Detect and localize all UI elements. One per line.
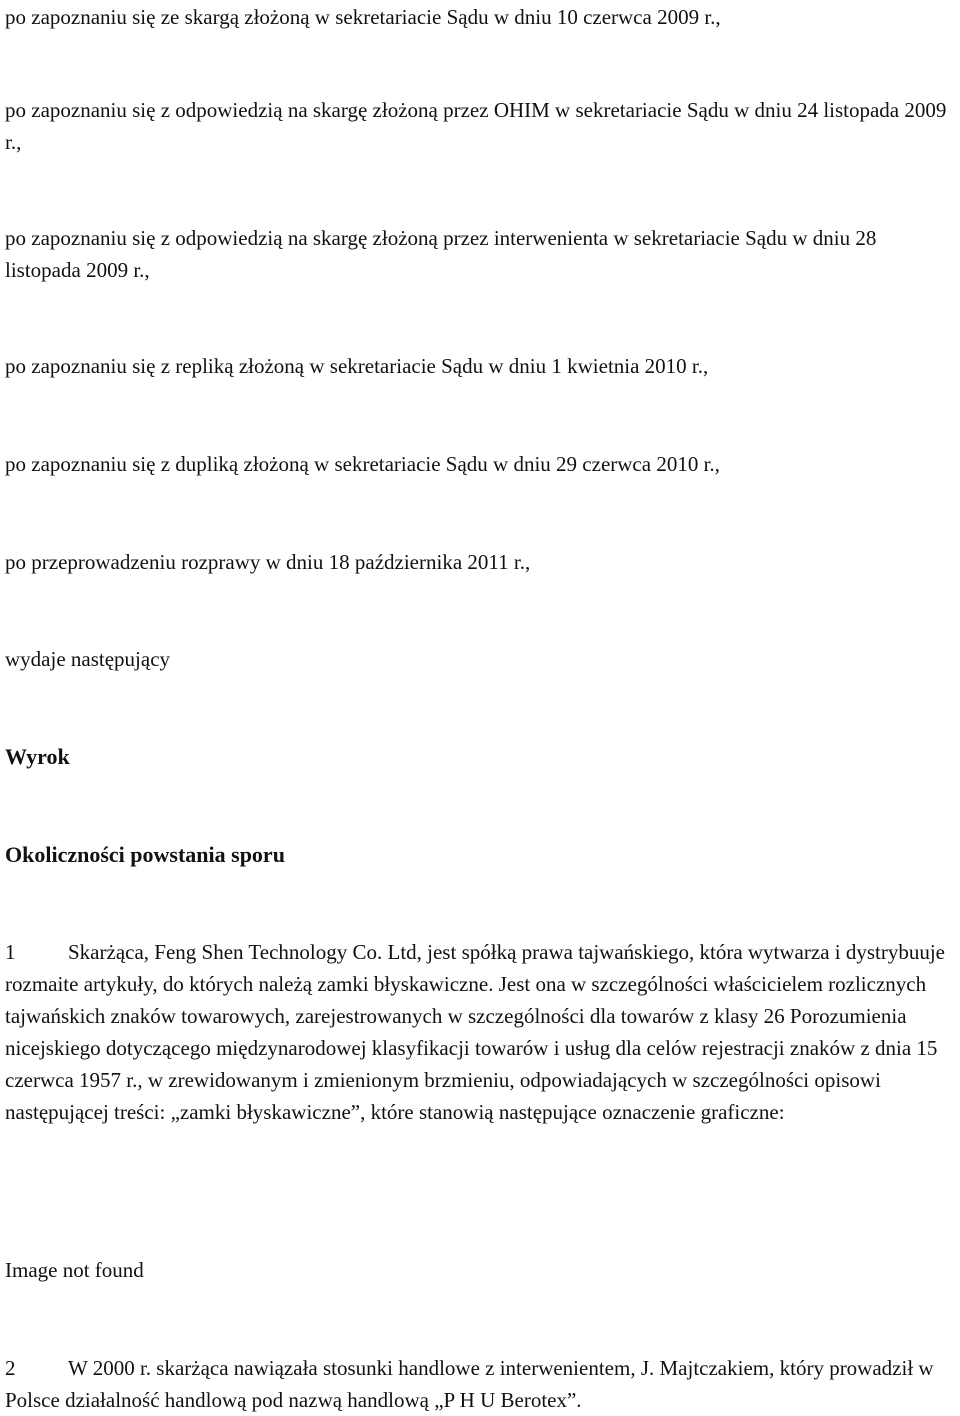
numbered-paragraph-2 — [5, 1352, 955, 1416]
recital-intervener-response: po zapoznaniu się z odpowiedzią na skargę złożoną przez interwenienta w sekretariacie Sądu w dniu 28 listopada 2009 r., — [5, 226, 877, 282]
paragraph-number: 1 — [5, 940, 16, 964]
section-heading: Okoliczności powstania sporu — [5, 842, 285, 867]
numbered-paragraph-1 — [5, 936, 955, 1128]
recital-delivers: wydaje następujący — [5, 647, 171, 671]
recital-reply: po zapoznaniu się z repliką złożoną w sekretariacie Sądu w dniu 1 kwietnia 2010 r., — [5, 354, 709, 378]
recital-hearing: po przeprowadzeniu rozprawy w dniu 18 października 2011 r., — [5, 550, 531, 574]
paragraph-text: W 2000 r. skarżąca nawiązała stosunki handlowe z interwenientem, J. Majtczakiem, który prowadził w Polsce działalność handlową pod nazwą handlową „P H U Berotex”. — [5, 1356, 934, 1412]
image-not-found-placeholder: Image not found — [5, 1258, 144, 1282]
recital-complaint: po zapoznaniu się ze skargą złożoną w sekretariacie Sądu w dniu 10 czerwca 2009 r., — [5, 5, 721, 29]
paragraph-text: Skarżąca, Feng Shen Technology Co. Ltd, jest spółką prawa tajwańskiego, która wytwarza i dystrybuuje rozmaite artykuły, do których należą zamki błyskawiczne. Jest ona w szczególności właścicielem rozlicznych tajwańskich znaków towarowych, zarejestrowanych w szczególności dla towarów z klasy 26 Porozumienia nicejskiego dotyczącego międzynarodowej klasyfikacji towarów i usług dla celów rejestracji znaków z dnia 15 czerwca 1957 r., w zrewidowanym i zmienionym brzmieniu, odpowiadających w szczególności opisowi następującej treści: „zamki błyskawiczne”, które stanowią następujące oznaczenie graficzne: — [5, 940, 946, 1124]
recital-rejoinder: po zapoznaniu się z dupliką złożoną w sekretariacie Sądu w dniu 29 czerwca 2010 r., — [5, 452, 720, 476]
paragraph-number: 2 — [5, 1356, 16, 1380]
verdict-heading: Wyrok — [5, 744, 70, 769]
recital-ohim-response: po zapoznaniu się z odpowiedzią na skargę złożoną przez OHIM w sekretariacie Sądu w dniu 24 listopada 2009 r., — [5, 98, 947, 154]
